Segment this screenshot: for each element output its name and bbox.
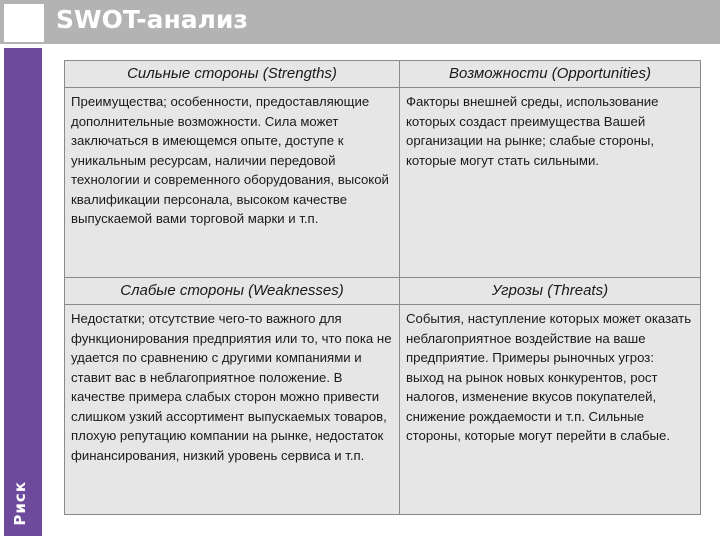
title-accent-square: [4, 4, 44, 42]
opportunities-text: Факторы внешней среды, использование которых создаст преимущества Вашей организации на рынке; слабые стороны, которые могут стать сильными.: [400, 88, 701, 278]
table-row: [65, 278, 701, 305]
slide-title: SWOT-анализ: [56, 5, 248, 34]
side-bar: [4, 48, 42, 536]
weaknesses-text: Недостатки; отсутствие чего-то важного для функционирования предприятия или то, что пока не удается по сравнению с другими компаниями и ставит вас в неблагоприятное положение. В качестве примера слабых сторон можно привести слишком узкий ассортимент выпускаемых товаров, плохую репутацию компании на рынке, недостаток финансирования, низкий уровень сервиса и т.п.: [65, 305, 400, 515]
table-row: [65, 305, 701, 515]
opportunities-heading: Возможности (Opportunities): [400, 61, 701, 88]
swot-table: [64, 60, 701, 515]
strengths-heading: Сильные стороны (Strengths): [65, 61, 400, 88]
threats-heading: Угрозы (Threats): [400, 278, 701, 305]
table-row: [65, 88, 701, 278]
title-bar: [0, 0, 720, 44]
strengths-text: Преимущества; особенности, предоставляющие дополнительные возможности. Сила может заключаться в имеющемся опыте, доступе к уникальным ресурсам, наличии передовой технологии и современного оборудования, высокой квалификации персонала, высоком качестве выпускаемой вами торговой марки и т.п.: [65, 88, 400, 278]
threats-text: События, наступление которых может оказать неблагоприятное воздействие на ваше предприятие. Примеры рыночных угроз: выход на рынок новых конкурентов, рост налогов, изменение вкусов покупателей, снижение рождаемости и т.п. Сильные стороны, которые могут перейти в слабые.: [400, 305, 701, 515]
weaknesses-heading: Слабые стороны (Weaknesses): [65, 278, 400, 305]
table-row: [65, 61, 701, 88]
side-bar-label: Риск: [11, 481, 29, 526]
